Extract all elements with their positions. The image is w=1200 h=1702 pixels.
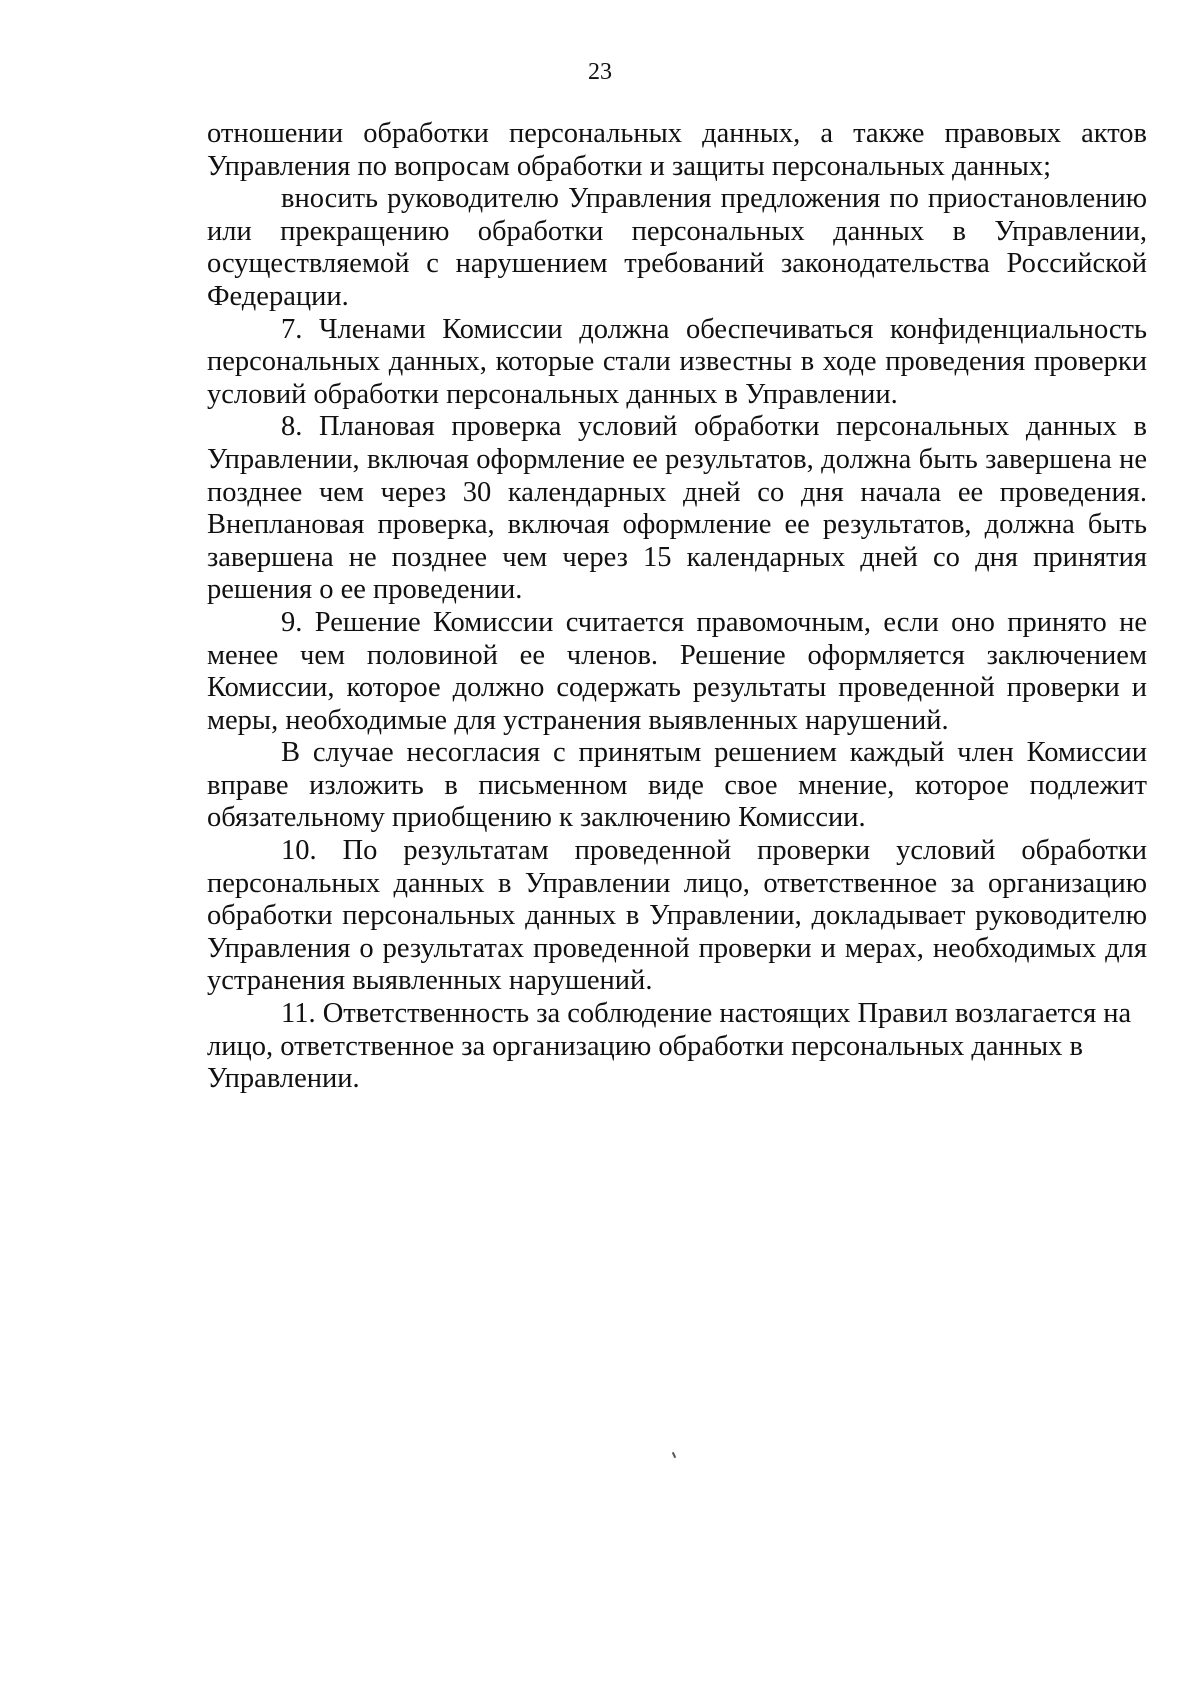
paragraph-8: 8. Плановая проверка условий обработки персональных данных в Управлении, включая оформление ее результатов, должна быть завершена не позднее чем через 30 календарных дней со дня начала ее проведения. Внеплановая проверка, включая оформление ее результатов, должна быть завершена не позднее чем через 15 календарных дней со дня принятия решения о ее проведении. (207, 411, 1147, 606)
page-number: 23 (588, 59, 612, 85)
paragraph-continuation: отношении обработки персональных данных, а также правовых актов Управления по вопросам обработки и защиты персональных данных; (207, 118, 1147, 182)
document-body (207, 118, 1147, 1096)
paragraph-11: 11. Ответственность за соблюдение настоящих Правил возлагается на лицо, ответственное за организацию обработки персональных данных в Управлении. (207, 998, 1132, 1095)
paragraph-10: 10. По результатам проведенной проверки условий обработки персональных данных в Управлении лицо, ответственное за организацию обработки персональных данных в Управлении, докладывает руководителю Управления о результатах проведенной проверки и мерах, необходимых для устранения выявленных нарушений. (207, 835, 1147, 997)
paragraph-7: 7. Членами Комиссии должна обеспечиваться конфиденциальность персональных данных, которые стали известны в ходе проведения проверки условий обработки персональных данных в Управлении. (207, 313, 1147, 410)
paragraph-disagreement: В случае несогласия с принятым решением каждый член Комиссии вправе изложить в письменном виде свое мнение, которое подлежит обязательному приобщению к заключению Комиссии. (207, 737, 1147, 834)
paragraph-9: 9. Решение Комиссии считается правомочным, если оно принято не менее чем половиной ее членов. Решение оформляется заключением Комиссии, которое должно содержать результаты проведенной проверки и меры, необходимые для устранения выявленных нарушений. (207, 606, 1147, 736)
scan-speck (672, 1452, 676, 1458)
paragraph-submit-proposals: вносить руководителю Управления предложения по приостановлению или прекращению обработки персональных данных в Управлении, осуществляемой с нарушением требований законодательства Российской Федерации. (207, 183, 1147, 312)
